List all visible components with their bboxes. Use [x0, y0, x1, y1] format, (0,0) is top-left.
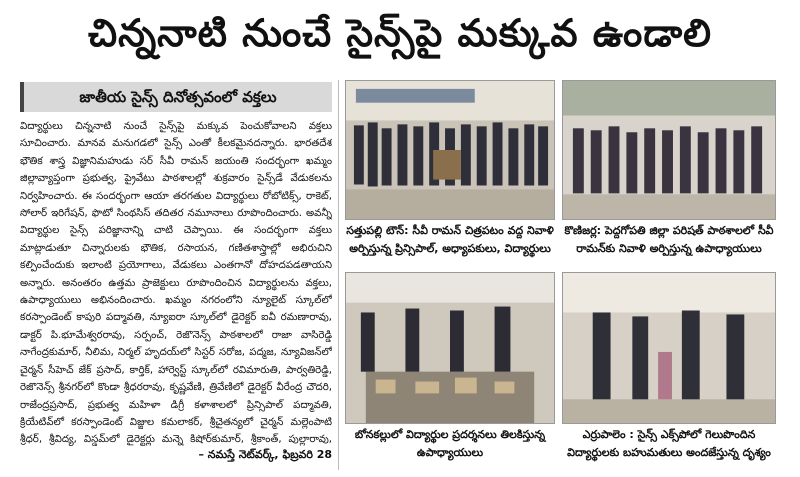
photo-caption-4: ఎర్రుపాలెం : సైన్స్ ఎక్స్‌పోలో గెలుపొందిన విద్యార్థులకు బహుమతులు అందజేస్తున్న దృశ్యం [567, 428, 771, 459]
subheadline: జాతీయ సైన్స్ దినోత్సవంలో వక్తలు [20, 82, 332, 112]
photo-tribute-group [345, 80, 555, 220]
photo-caption-3: బోనకల్లులో విద్యార్థుల ప్రదర్శనలు తిలకిస్తున్న ఉపాధ్యాయులు [354, 428, 546, 459]
photo-student-exhibits [345, 272, 555, 424]
photo-prize-distribution [562, 272, 776, 424]
photo-caption-1: సత్తుపల్లి టౌన్: సీవీ రామన్ చిత్రపటం వద్ద నివాళి అర్పిస్తున్న ప్రిన్సిపాల్, అధ్యాపకులు, విద్యార్థులు [346, 224, 554, 255]
byline: – నమస్తే నెట్‌వర్క్, ఫిబ్రవరి 28 [198, 448, 332, 461]
article-body: విద్యార్థులు చిన్ననాటి నుంచే సైన్స్‌పై మక్కువ పెంచుకోవాలని వక్తలు సూచించారు. మానవ మనుగడలో సైన్స్ ఎంతో కీలకమైనదన్నారు. భారతదేశ భౌతిక శాస్త్ర విజ్ఞానిమహుడు సర్ సీవీ రామన్ జయంతి సందర్భంగా ఖమ్మం జిల్లావ్యాప్తంగా ప్రభుత్వ, ప్రైవేటు పాఠశాలల్లో శుక్రవారం సైన్స్‌డే వేడుకలను నిర్వహించారు. ఈ సందర్భంగా ఆయా తరగతుల విద్యార్థులు రోబోటిక్స్, రాకెట్, సోలార్ ఇరిగేషన్, ఫొటో సింథసిస్ తదితర నమూనాలు రూపొందించారు. అవన్నీ విద్యార్థుల సైన్స్ పరిజ్ఞానాన్ని చాటి చెప్పాయి. ఈ సందర్భంగా వక్తలు మాట్లాడుతూ చిన్నారులకు భౌతిక, రసాయన, గణితశాస్త్రాల్లో అభిరుచిని కల్పించేందుకు ఇలాంటి ప్రయోగాలు, వేడుకలు ఎంతగానో దోహదపడతాయని అన్నారు. అనంతరం ఉత్తమ ప్రాజెక్టులు రూపొందించిన విద్యార్థులను వక్తలు, ఉపాధ్యాయులు అభినందించారు. ఖమ్మం నగరంలోని న్యూలైట్ స్కూల్‌లో కరస్పాండెంట్ కాపురి పద్మావతి, న్యూఐరా స్కూల్‌లో డైరెక్టర్ ఐవీ రమణారావు, డాక్టర్ పి.భూమేశ్వరరావు, సర్పంచ్, రెజొనెన్స్ పాఠశాలలో రాజా వాసిరెడ్డి నాగేంద్రకుమార్, నీలిమ, నిర్మల్ హృదయ్‌లో సిస్టర్ సరోజ, పద్మజ, న్యూవిజన్‌లో చైర్మన్ సీహెచ్‌ జేక్ ప్రసాద్, కార్తిక్, హార్వెస్ట్ స్కూల్‌లో రవిమారుతి, పార్వతిరెడ్డి, రెజొనెన్స్ శ్రీనగర్‌లో కొండా శ్రీధరరావు, కృష్ణవేణి, త్రివేణిలో డైరెక్టర్ వీరేంద్ర చౌదరి, రాజేంద్రప్రసాద్, ప్రభుత్వ మహిళా డిగ్రీ కళాశాలలో ప్రిన్సిపాల్ పద్మావతి, క్రియేటివ్‌లో కరస్పాండెంట్ విజ్జుల కమలాకర్, శ్రీచైతన్యలో చైర్మన్ మల్లెంపాటి శ్రీధర్, శ్రీవిద్య, విస్డమ్‌లో డైరెక్టర్లు మన్నె కిషోర్‌కుమార్, శ్రీకాంత్, పుల్లారావు, [20, 121, 332, 446]
photo-teachers-tribute [562, 80, 776, 220]
headline: చిన్ననాటి నుంచే సైన్స్‌పై మక్కువ ఉండాలి [88, 11, 712, 55]
photo-caption-2: కొణిజర్ల: పెద్దగోపతి జిల్లా పరిషత్ పాఠశాలలో సీవీ రామన్‌కు నివాళి అర్పిస్తున్న ఉపాధ్యాయులు [564, 224, 774, 255]
column-divider [338, 80, 339, 470]
